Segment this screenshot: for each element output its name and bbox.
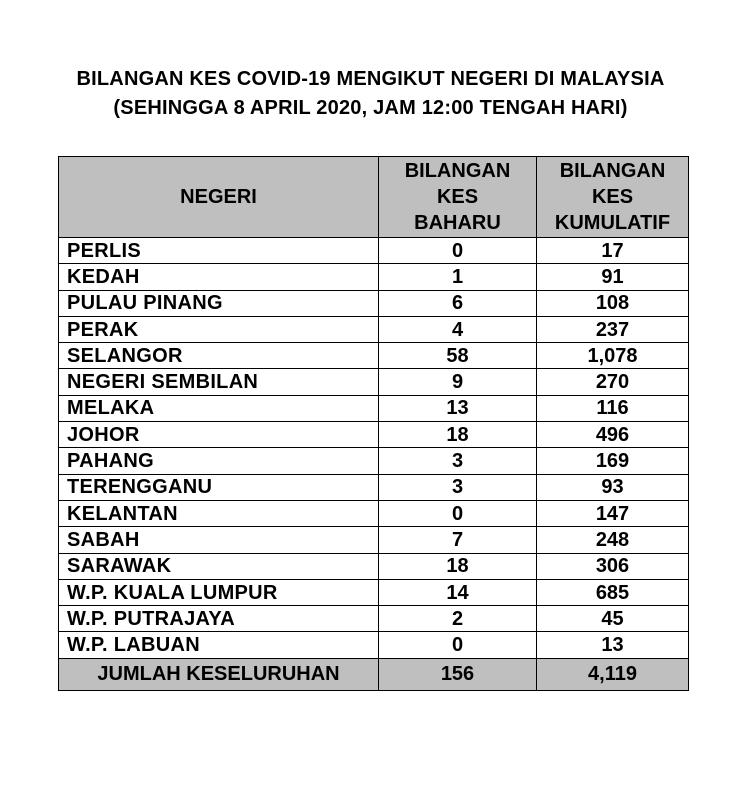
state-name: SARAWAK (59, 553, 379, 579)
header-new-cases (379, 157, 537, 238)
table-row (59, 238, 689, 264)
new-cases-value: 13 (379, 395, 537, 421)
table-row (59, 500, 689, 526)
header-new-cases-line-3: BAHARU (414, 212, 501, 234)
new-cases-value: 6 (379, 290, 537, 316)
header-cumulative-line-2: KES (591, 186, 634, 208)
header-cumulative-cases (537, 157, 689, 238)
cumulative-cases-value: 1,078 (537, 343, 689, 369)
cumulative-cases-value: 248 (537, 527, 689, 553)
new-cases-value: 3 (379, 474, 537, 500)
cumulative-cases-value: 17 (537, 238, 689, 264)
state-name: W.P. PUTRAJAYA (59, 606, 379, 632)
new-cases-value: 0 (379, 238, 537, 264)
new-cases-value: 14 (379, 579, 537, 605)
state-name: KELANTAN (59, 500, 379, 526)
state-name: PAHANG (59, 448, 379, 474)
state-name: SELANGOR (59, 343, 379, 369)
state-name: PERLIS (59, 238, 379, 264)
table-row (59, 422, 689, 448)
table-row (59, 264, 689, 290)
table-row (59, 474, 689, 500)
state-name: SABAH (59, 527, 379, 553)
cumulative-cases-value: 169 (537, 448, 689, 474)
total-row (59, 658, 689, 690)
cumulative-cases-value: 91 (537, 264, 689, 290)
new-cases-value: 18 (379, 553, 537, 579)
table-row (59, 395, 689, 421)
new-cases-value: 7 (379, 527, 537, 553)
new-cases-value: 58 (379, 343, 537, 369)
table-row (59, 369, 689, 395)
new-cases-value: 2 (379, 606, 537, 632)
header-new-cases-line-2: KES (436, 186, 479, 208)
new-cases-value: 3 (379, 448, 537, 474)
page-subtitle: (SEHINGGA 8 APRIL 2020, JAM 12:00 TENGAH HARI) (113, 97, 628, 119)
cumulative-cases-value: 108 (537, 290, 689, 316)
total-label: JUMLAH KESELURUHAN (59, 658, 379, 690)
new-cases-value: 0 (379, 632, 537, 658)
cumulative-cases-value: 685 (537, 579, 689, 605)
table-row (59, 343, 689, 369)
header-state (59, 157, 379, 238)
total-cumulative-cases: 4,119 (537, 658, 689, 690)
cumulative-cases-value: 306 (537, 553, 689, 579)
cumulative-cases-value: 270 (537, 369, 689, 395)
state-name: TERENGGANU (59, 474, 379, 500)
header-state-label: NEGERI (180, 186, 257, 208)
table-row (59, 553, 689, 579)
new-cases-value: 18 (379, 422, 537, 448)
total-new-cases: 156 (379, 658, 537, 690)
new-cases-value: 0 (379, 500, 537, 526)
table-row (59, 448, 689, 474)
header-cumulative-line-1: BILANGAN (559, 160, 666, 182)
state-name: NEGERI SEMBILAN (59, 369, 379, 395)
table-row (59, 527, 689, 553)
cumulative-cases-value: 116 (537, 395, 689, 421)
table-row (59, 606, 689, 632)
state-name: W.P. KUALA LUMPUR (59, 579, 379, 605)
cumulative-cases-value: 13 (537, 632, 689, 658)
table-row (59, 290, 689, 316)
page-title: BILANGAN KES COVID-19 MENGIKUT NEGERI DI MALAYSIA (76, 68, 665, 90)
header-row (59, 157, 689, 238)
new-cases-value: 1 (379, 264, 537, 290)
state-name: KEDAH (59, 264, 379, 290)
table-row (59, 316, 689, 342)
cumulative-cases-value: 496 (537, 422, 689, 448)
state-name: W.P. LABUAN (59, 632, 379, 658)
new-cases-value: 4 (379, 316, 537, 342)
new-cases-value: 9 (379, 369, 537, 395)
state-name: MELAKA (59, 395, 379, 421)
covid-cases-table (58, 156, 689, 691)
cumulative-cases-value: 93 (537, 474, 689, 500)
table-row (59, 579, 689, 605)
cumulative-cases-value: 147 (537, 500, 689, 526)
header-cumulative-line-3: KUMULATIF (554, 212, 671, 234)
state-name: PERAK (59, 316, 379, 342)
cumulative-cases-value: 45 (537, 606, 689, 632)
table-row (59, 632, 689, 658)
state-name: PULAU PINANG (59, 290, 379, 316)
header-new-cases-line-1: BILANGAN (404, 160, 511, 182)
cumulative-cases-value: 237 (537, 316, 689, 342)
state-name: JOHOR (59, 422, 379, 448)
